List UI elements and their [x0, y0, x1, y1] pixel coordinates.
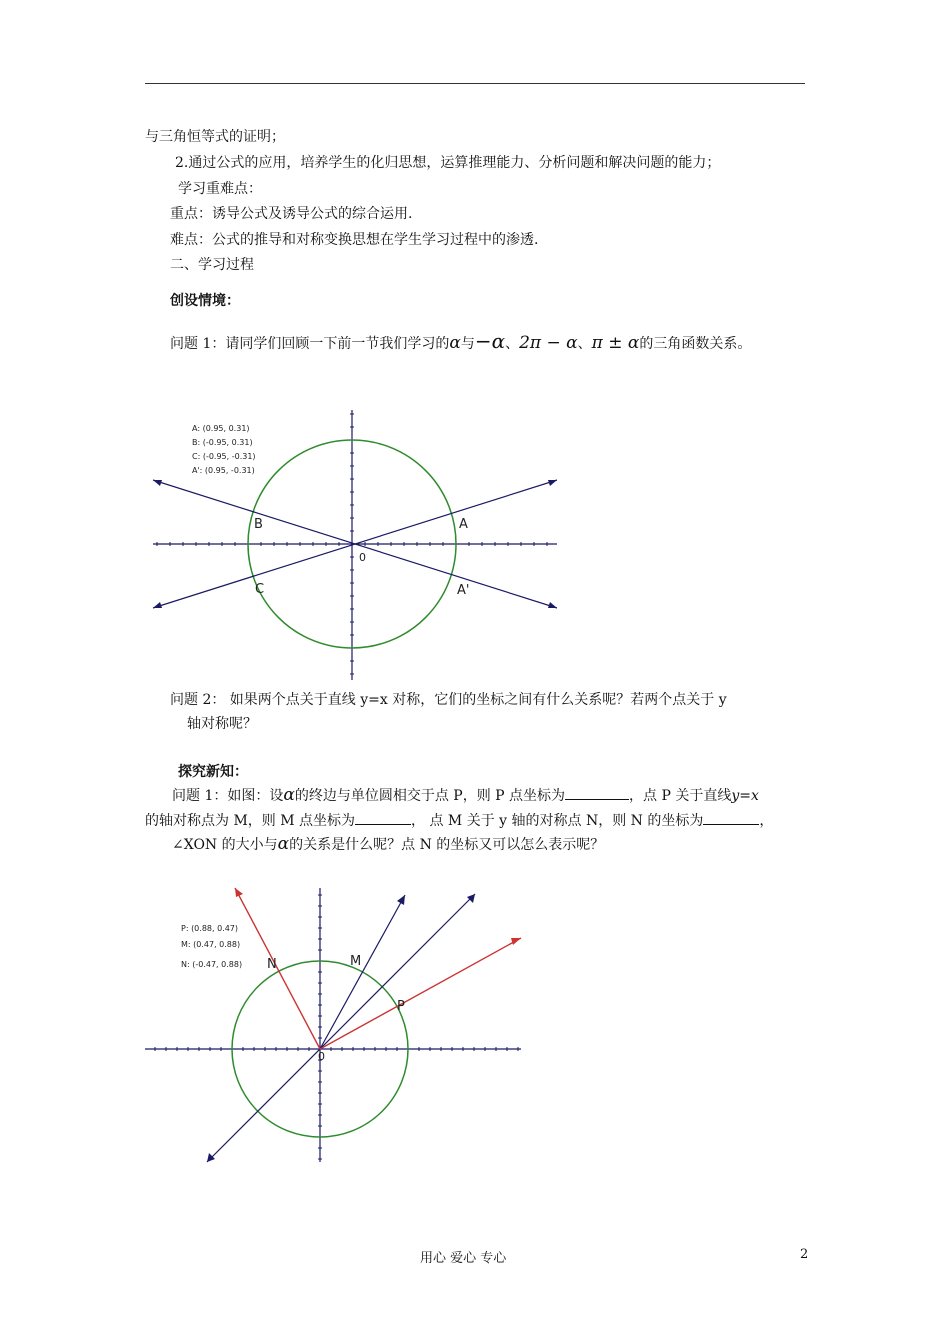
q1-2pi: 2π − α — [519, 333, 578, 353]
text-line-3: 学习重难点： — [178, 181, 262, 197]
text-line-4: 重点：诱导公式及诱导公式的综合运用. — [170, 206, 413, 222]
fig1-label-a: A: (0.95, 0.31) — [192, 424, 250, 433]
q1-sep1: 、 — [505, 336, 520, 352]
q1-sep2: 、 — [577, 336, 592, 352]
fig2-origin: 0 — [318, 1050, 325, 1063]
text-line-2: 2.通过公式的应用，培养学生的化归思想，运算推理能力、分析问题和解决问题的能力； — [175, 155, 721, 171]
section-heading-2: 探究新知： — [178, 764, 248, 780]
q1-suffix: 的三角函数关系。 — [639, 336, 752, 352]
fig2-ray-n — [235, 888, 320, 1049]
fig1-arrow-left-bottom — [153, 602, 162, 608]
fig2-point-p: P — [397, 999, 405, 1014]
q1-neg-alpha: −α — [474, 329, 506, 353]
fig2-line-y-equals-x — [207, 894, 475, 1162]
fig2-arrow-m — [397, 895, 405, 905]
fig2-label-p: P: (0.88, 0.47) — [181, 924, 239, 933]
fig1-label-a-prime: A': (0.95, -0.31) — [192, 466, 255, 475]
q3-l3b: 的关系是什么呢？点 N 的坐标又可以怎么表示呢？ — [289, 837, 605, 853]
fig2-arrow-n — [235, 888, 243, 897]
footer-slogan: 用心 爱心 专心 — [420, 1251, 507, 1266]
fig1-arrow-left-top — [153, 480, 162, 486]
q3-yx: y=x — [731, 788, 759, 804]
question-3-line-1 — [172, 785, 759, 806]
q3-prefix: 问题 1：如图：设 — [172, 788, 284, 804]
section-heading-1: 创设情境： — [170, 293, 240, 309]
blank-p-coordinate[interactable] — [565, 786, 629, 800]
fig1-arrow-right-top — [548, 480, 557, 486]
blank-n-coordinate[interactable] — [703, 811, 759, 825]
fig2-point-n: N — [267, 957, 277, 972]
fig1-origin: 0 — [359, 551, 366, 564]
fig1-label-b: B: (-0.95, 0.31) — [192, 438, 253, 447]
blank-m-coordinate[interactable] — [355, 811, 411, 825]
page-number: 2 — [800, 1247, 809, 1262]
fig1-label-c: C: (-0.95, -0.31) — [192, 452, 256, 461]
q3-l2b: ， 点 M 关于 y 轴的对称点 N，则 N 的坐标为 — [411, 813, 704, 829]
figure-2-unit-circle — [145, 882, 525, 1167]
q1-pi: π ± α — [591, 333, 640, 353]
text-line-5: 难点：公式的推导和对称变换思想在学生学习过程中的渗透. — [170, 232, 539, 248]
fig1-point-a-prime: A' — [457, 583, 470, 598]
text-line-6: 二、学习过程 — [170, 257, 254, 273]
fig2-point-m: M — [350, 954, 362, 969]
question-3-line-2 — [145, 811, 773, 831]
header-rule — [145, 83, 805, 84]
q3-l2a: 的轴对称点为 M，则 M 点坐标为 — [145, 813, 356, 829]
q3-alpha: α — [283, 785, 295, 805]
q1-with: 与 — [460, 336, 475, 352]
q3-mid1: 的终边与单位圆相交于点 P，则 P 点坐标为 — [294, 788, 566, 804]
figure-1-unit-circle — [145, 400, 565, 685]
q3-l3-alpha: α — [277, 834, 290, 854]
q3-mid2: ，点 P 关于直线 — [629, 788, 732, 804]
fig1-point-a: A — [459, 517, 468, 532]
q1-alpha: α — [449, 333, 461, 353]
fig2-arrow-yx-top — [467, 894, 475, 903]
text-line-1: 与三角恒等式的证明； — [145, 129, 285, 145]
q3-l3a: ∠XON 的大小与 — [172, 837, 278, 853]
question-2-line-1: 问题 2： 如果两个点关于直线 y=x 对称，它们的坐标之间有什么关系呢？若两个点关于 y — [170, 692, 727, 708]
fig1-arrow-right-bottom — [548, 602, 557, 608]
q3-l2c: ， — [759, 813, 774, 829]
fig2-arrow-yx-bottom — [207, 1153, 215, 1162]
question-3-line-3 — [172, 834, 604, 855]
question-1-line — [170, 331, 751, 354]
question-2-line-2: 轴对称呢？ — [187, 716, 257, 732]
fig1-point-b: B — [254, 517, 263, 532]
q1-prefix: 问题 1：请同学们回顾一下前一节我们学习的 — [170, 336, 450, 352]
fig1-point-c: C — [255, 582, 265, 597]
fig2-arrow-p — [511, 938, 521, 945]
fig2-label-m: M: (0.47, 0.88) — [181, 940, 241, 949]
fig2-label-n: N: (-0.47, 0.88) — [181, 960, 243, 969]
